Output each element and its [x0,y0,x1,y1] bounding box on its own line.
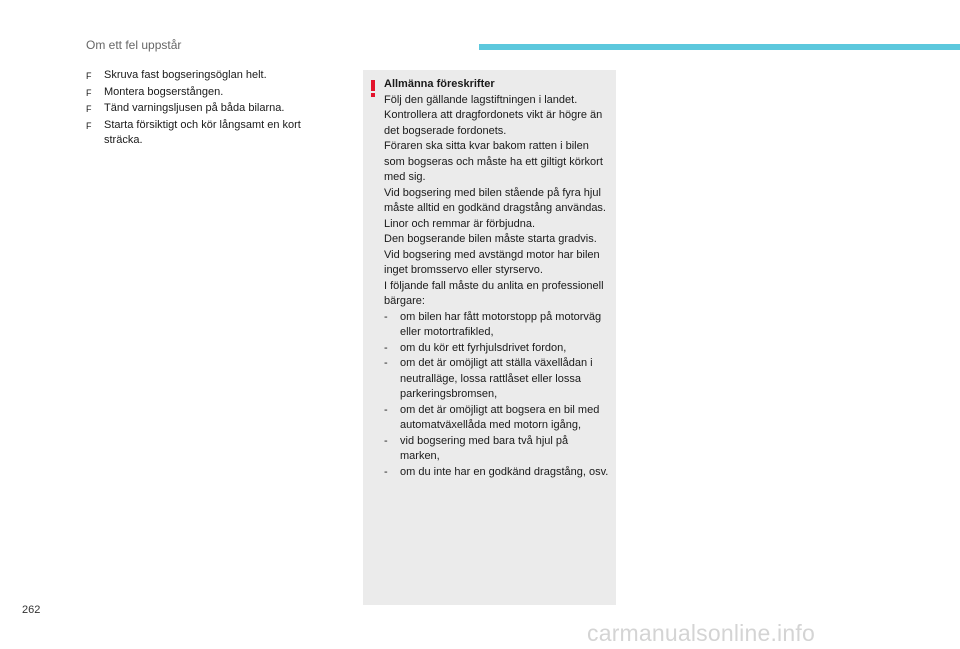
warning-paragraph: Vid bogsering med avstängd motor har bilen inget bromsservo eller styrservo. [384,248,600,276]
section-title: Om ett fel uppstår [86,38,182,52]
step-item [86,118,336,149]
list-item-text: om det är omöjligt att bogsera en bil med automatväxellåda med motorn igång, [400,403,600,431]
list-item-text: om du inte har en godkänd dragstång, osv. [400,465,609,478]
step-item [86,85,336,102]
warning-paragraph: Kontrollera att dragfordonets vikt är högre än det bogserade fordonets. [384,109,603,137]
list-marker: - [384,403,388,416]
warning-box [363,70,616,605]
step-text: Tänd varningsljusen på båda bilarna. [104,102,285,114]
warning-paragraph: Den bogserande bilen måste starta gradvis. [384,233,597,245]
list-item [384,403,610,434]
list-item [384,465,610,481]
list-marker: - [384,465,388,478]
list-item [384,310,610,341]
page-number: 262 [22,604,41,616]
list-marker: - [384,341,388,354]
warning-paragraph: Föraren ska sitta kvar bakom ratten i bilen som bogseras och måste ha ett giltigt körkort med sig. [384,140,603,183]
list-item-text: om det är omöjligt att ställa växellådan i neutralläge, lossa rattlåset eller lossa parkeringsbromsen, [400,357,593,400]
list-item [384,434,610,465]
list-item [384,356,610,403]
list-item-text: om bilen har fått motorstopp på motorväg eller motortrafikled, [400,310,602,338]
step-text: Skruva fast bogseringsöglan helt. [104,69,267,81]
step-marker: F [86,120,92,131]
warning-paragraph: Vid bogsering med bilen stående på fyra hjul måste alltid en godkänd dragstång användas. Linor och remmar är förbjudna. [384,186,606,230]
instruction-steps [86,68,336,149]
step-marker: F [86,104,92,114]
list-item-text: om du kör ett fyrhjulsdrivet fordon, [400,341,567,354]
warning-paragraph: Följ den gällande lagstiftningen i landet. [384,93,578,106]
step-marker: F [86,71,92,81]
header-accent-bar [479,44,960,50]
step-item [86,68,336,85]
list-item [384,341,610,357]
step-marker: F [86,87,92,98]
warning-list [384,310,610,481]
list-item-text: vid bogsering med bara två hjul på marken, [400,434,569,462]
exclamation-icon [371,80,376,96]
step-text: Starta försiktigt och kör långsamt en kort sträcka. [104,118,301,146]
warning-paragraph: I följande fall måste du anlita en professionell bärgare: [384,279,604,307]
list-marker: - [384,357,388,369]
warning-content [384,77,610,480]
watermark: carmanualsonline.info [587,620,815,646]
list-marker: - [384,434,388,447]
step-text: Montera bogserstången. [104,85,224,98]
warning-title: Allmänna föreskrifter [384,78,495,90]
list-marker: - [384,310,388,323]
step-item [86,101,336,118]
